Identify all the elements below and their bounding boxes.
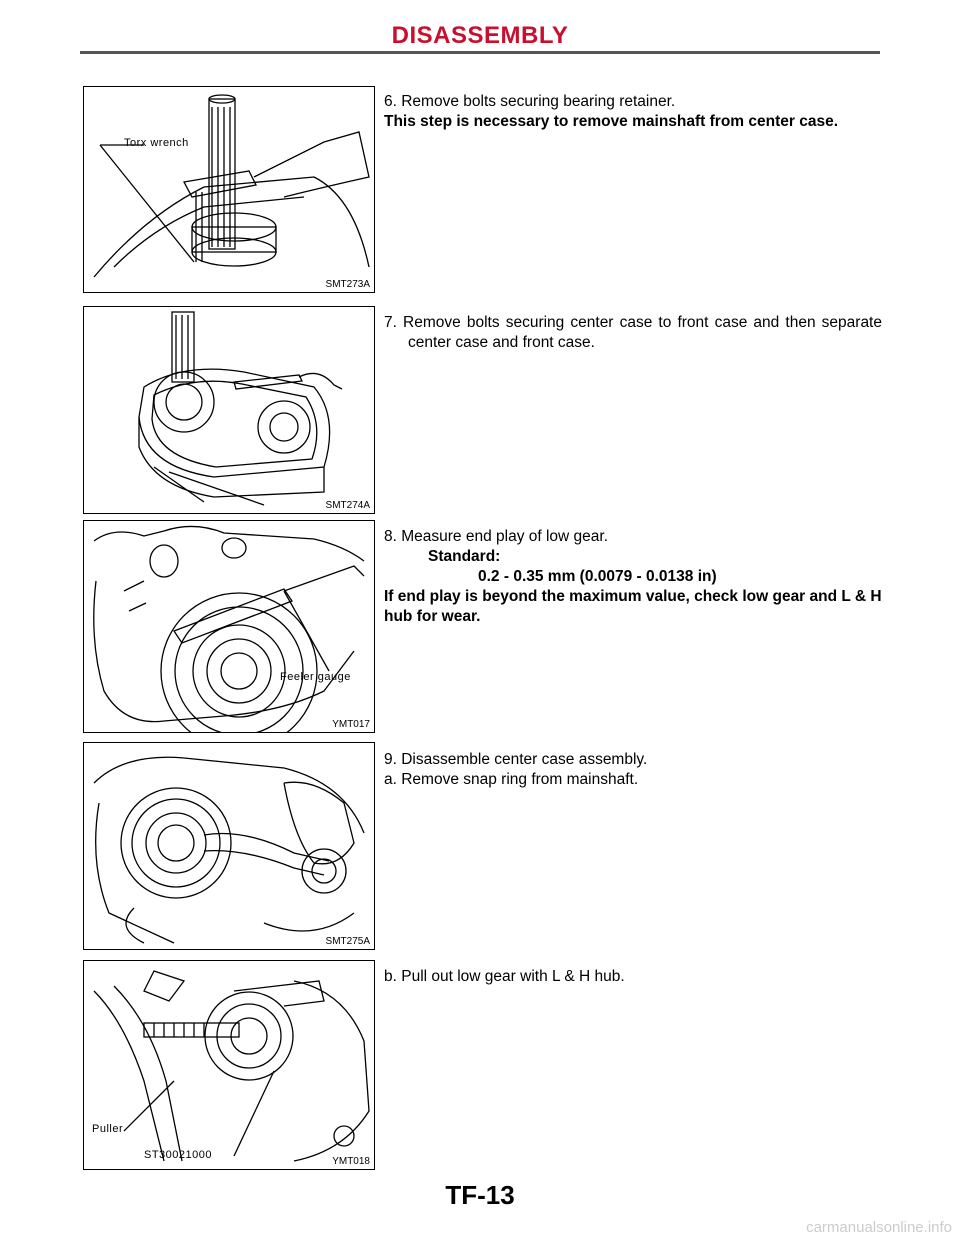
illustration-snap-ring-removal	[84, 743, 374, 949]
step-7	[384, 313, 882, 353]
figure-torx-wrench	[83, 86, 375, 293]
figure-code: YMT017	[332, 719, 370, 730]
step-9	[384, 750, 882, 790]
figure-puller	[83, 960, 375, 1170]
figure-snap-ring	[83, 742, 375, 950]
step-8-standard-value: 0.2 - 0.35 mm (0.0079 - 0.0138 in)	[478, 568, 717, 585]
step-9b-text: b. Pull out low gear with L & H hub.	[384, 968, 625, 985]
figure-code: SMT275A	[325, 936, 370, 947]
step-9a-text: a. Remove snap ring from mainshaft.	[384, 771, 639, 788]
illustration-center-front-case	[84, 307, 374, 513]
figure-code: YMT018	[332, 1156, 370, 1167]
figure-center-case	[83, 306, 375, 514]
figure-label-puller: Puller	[92, 1123, 124, 1135]
figure-label-feeler-gauge: Feeler gauge	[280, 671, 351, 683]
step-8-text: 8. Measure end play of low gear.	[384, 528, 609, 545]
step-6-note: This step is necessary to remove mainshaft from center case.	[384, 113, 838, 130]
header-rule	[80, 51, 880, 54]
step-8-note: If end play is beyond the maximum value, check low gear and L & H hub for wear.	[384, 588, 882, 625]
figure-code: SMT273A	[325, 279, 370, 290]
figure-label-tool-number: ST30021000	[144, 1149, 212, 1161]
step-9-text: 9. Disassemble center case assembly.	[384, 751, 648, 768]
step-6	[384, 92, 882, 132]
step-8	[384, 527, 882, 627]
step-8-standard-label: Standard:	[428, 548, 501, 565]
illustration-bearing-retainer	[84, 87, 374, 292]
illustration-low-gear-puller	[84, 961, 374, 1169]
figure-feeler-gauge	[83, 520, 375, 733]
page-number: TF-13	[445, 1180, 515, 1210]
illustration-low-gear-end-play	[84, 521, 374, 732]
watermark: carmanualsonline.info	[806, 1219, 952, 1236]
step-7-text: 7. Remove bolts securing center case to front case and then separate center case and front case.	[384, 314, 882, 351]
figure-label-torx-wrench: Torx wrench	[124, 137, 189, 149]
page-header-title: DISASSEMBLY	[391, 22, 569, 49]
figure-code: SMT274A	[325, 500, 370, 511]
step-6-text: 6. Remove bolts securing bearing retainer.	[384, 93, 676, 110]
step-9b	[384, 967, 882, 987]
